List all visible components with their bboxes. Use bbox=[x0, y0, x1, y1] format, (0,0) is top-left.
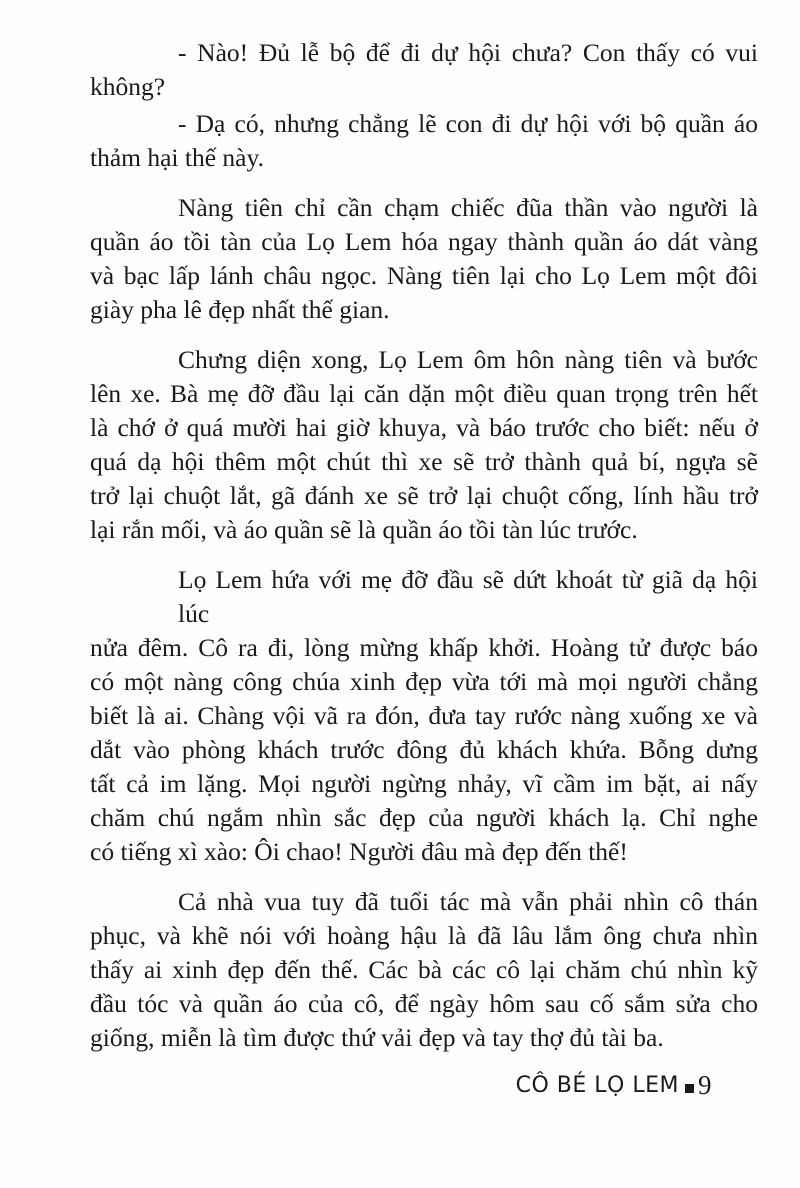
text-line: - Dạ có, nhưng chẳng lẽ con đi dự hội với bộ quần áo bbox=[178, 109, 758, 138]
text-line: không? bbox=[90, 72, 166, 101]
paragraph bbox=[90, 107, 758, 175]
text-line: có một nàng công chúa xinh đẹp vừa tới mà mọi người chẳng bbox=[90, 667, 758, 696]
square-bullet-icon bbox=[685, 1084, 694, 1093]
text-line: thảm hại thế này. bbox=[90, 143, 264, 172]
text-line: trở lại chuột lắt, gã đánh xe sẽ trở lại chuột cống, lính hầu trở bbox=[90, 481, 758, 510]
running-title: CÔ BÉ LỌ LEM bbox=[515, 1073, 679, 1098]
text-line: chăm chú ngắm nhìn sắc đẹp của người khách lạ. Chỉ nghe bbox=[90, 803, 758, 832]
text-line: lên xe. Bà mẹ đỡ đầu lại căn dặn một điều quan trọng trên hết bbox=[90, 379, 758, 408]
text-line: tất cả im lặng. Mọi người ngừng nhảy, vĩ cầm im bặt, ai nấy bbox=[90, 769, 758, 798]
text-line: dắt vào phòng khách trước đông đủ khách khứa. Bỗng dưng bbox=[90, 735, 758, 764]
text-line: quá dạ hội thêm một chút thì xe sẽ trở thành quả bí, ngựa sẽ bbox=[90, 447, 758, 476]
page-number: 9 bbox=[698, 1070, 712, 1100]
text-line: phục, và khẽ nói với hoàng hậu là đã lâu lắm ông chưa nhìn bbox=[90, 921, 758, 950]
page-footer bbox=[516, 1070, 712, 1101]
text-line: giày pha lê đẹp nhất thế gian. bbox=[90, 295, 390, 324]
paragraph bbox=[90, 885, 758, 1055]
text-line: Chưng diện xong, Lọ Lem ôm hôn nàng tiên và bước bbox=[178, 345, 758, 374]
text-line: là chớ ở quá mười hai giờ khuya, và báo trước cho biết: nếu ở bbox=[90, 413, 758, 442]
text-line: và bạc lấp lánh châu ngọc. Nàng tiên lại cho Lọ Lem một đôi bbox=[90, 261, 758, 290]
text-line: Cả nhà vua tuy đã tuổi tác mà vẫn phải nhìn cô thán bbox=[178, 887, 758, 916]
text-line: có tiếng xì xào: Ôi chao! Người đâu mà đẹp đến thế! bbox=[90, 837, 628, 866]
text-line: thấy ai xinh đẹp đến thế. Các bà các cô lại chăm chú nhìn kỹ bbox=[90, 955, 758, 984]
text-line: đầu tóc và quần áo của cô, để ngày hôm sau cố sắm sửa cho bbox=[90, 989, 758, 1018]
body-text bbox=[90, 36, 758, 1071]
text-line: biết là ai. Chàng vội vã ra đón, đưa tay rước nàng xuống xe và bbox=[90, 701, 758, 730]
text-line: nửa đêm. Cô ra đi, lòng mừng khấp khởi. Hoàng tử được báo bbox=[90, 633, 758, 662]
paragraph bbox=[90, 191, 758, 327]
text-line: giống, miễn là tìm được thứ vải đẹp và tay thợ đủ tài ba. bbox=[90, 1023, 664, 1052]
paragraph bbox=[90, 343, 758, 547]
text-line: lại rắn mối, và áo quần sẽ là quần áo tồi tàn lúc trước. bbox=[90, 515, 638, 544]
text-line: quần áo tồi tàn của Lọ Lem hóa ngay thành quần áo dát vàng bbox=[90, 227, 758, 256]
text-line: Nàng tiên chỉ cần chạm chiếc đũa thần vào người là bbox=[178, 193, 758, 222]
text-line: Lọ Lem hứa với mẹ đỡ đầu sẽ dứt khoát từ giã dạ hội lúc bbox=[178, 565, 758, 628]
paragraph bbox=[90, 36, 758, 104]
text-line: - Nào! Đủ lễ bộ để đi dự hội chưa? Con thấy có vui bbox=[178, 38, 758, 67]
paragraph bbox=[90, 563, 758, 869]
